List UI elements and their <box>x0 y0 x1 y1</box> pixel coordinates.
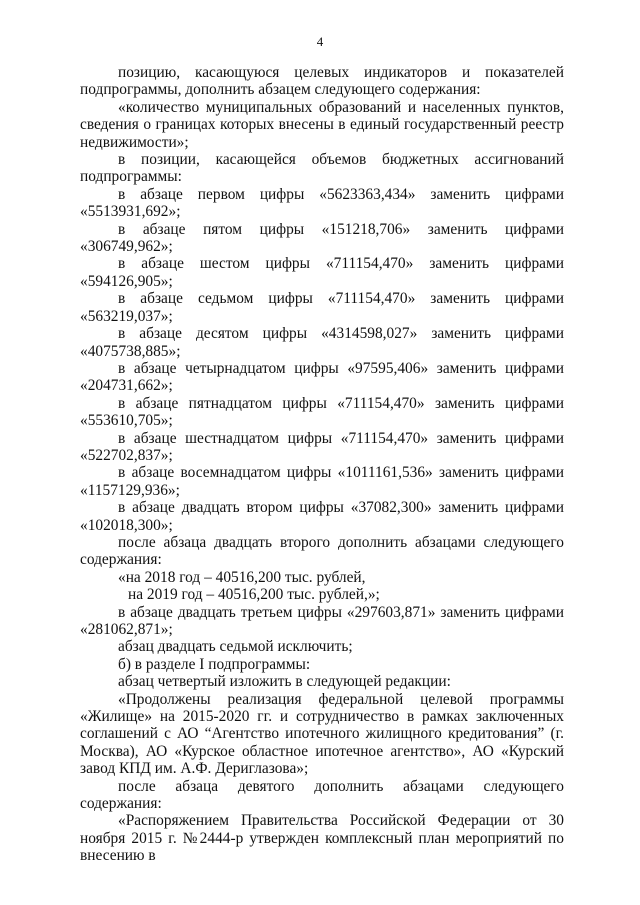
paragraph-amendment-22: в абзаце двадцать втором цифры «37082,300» заменить цифрами «102018,300»; <box>80 499 564 534</box>
paragraph-amendment-5: в абзаце пятом цифры «151218,706» заменить цифрами «306749,962»; <box>80 220 564 256</box>
paragraph-amendment-6: в абзаце шестом цифры «711154,470» заменить цифрами «594126,905»; <box>80 255 564 290</box>
paragraph-amendment-1: в абзаце первом цифры «5623363,434» заменить цифрами «5513931,692»; <box>80 185 564 221</box>
paragraph-year-2018: «на 2018 год – 40516,200 тыс. рублей, <box>118 568 366 586</box>
paragraph-fourth-abzac: абзац четвертый изложить в следующей редакции: <box>118 673 451 691</box>
paragraph-quoted-indicator: «количество муниципальных образований и населенных пунктов, сведения о границах которых внесены в единый государственный реестр недвижимости»; <box>80 98 564 151</box>
paragraph-amendment-16: в абзаце шестнадцатом цифры «711154,470» заменить цифрами «522702,837»; <box>80 429 564 464</box>
paragraph-exclude-27: абзац двадцать седьмой исключить; <box>118 638 353 656</box>
paragraph-amendment-23: в абзаце двадцать третьем цифры «297603,871» заменить цифрами «281062,871»; <box>80 603 564 638</box>
paragraph-year-2019: на 2019 год – 40516,200 тыс. рублей,»; <box>128 586 380 604</box>
paragraph-budget-position: в позиции, касающейся объемов бюджетных ассигнований подпрограммы: <box>80 151 564 186</box>
paragraph-housing-program: «Продолжены реализация федеральной целевой программы «Жилище» на 2015-2020 гг. и сотрудничество в рамках заключенных соглашений с АО “Агентство ипотечного жилищного кредитования” (г. Москва), АО «Курское областное ипотечное агентство», АО «Курский завод КПД им. А.Ф. Дериглазова»; <box>80 690 564 778</box>
paragraph-add-after-22: после абзаца двадцать второго дополнить абзацами следующего содержания: <box>80 533 564 569</box>
paragraph-amendment-18: в абзаце восемнадцатом цифры «1011161,536» заменить цифрами «1157129,936»; <box>80 464 564 499</box>
paragraph-amendment-14: в абзаце четырнадцатом цифры «97595,406» заменить цифрами «204731,662»; <box>80 359 564 395</box>
page-number: 4 <box>316 34 324 49</box>
document-body <box>80 64 564 865</box>
paragraph-indicators-position: позицию, касающуюся целевых индикаторов и показателей подпрограммы, дополнить абзацем следующего содержания: <box>80 64 564 99</box>
paragraph-amendment-15: в абзаце пятнадцатом цифры «711154,470» заменить цифрами «553610,705»; <box>80 394 564 430</box>
paragraph-section-heading: б) в разделе I подпрограммы: <box>118 655 311 673</box>
paragraph-amendment-10: в абзаце десятом цифры «4314598,027» заменить цифрами «4075738,885»; <box>80 325 564 360</box>
paragraph-amendment-7: в абзаце седьмом цифры «711154,470» заменить цифрами «563219,037»; <box>80 290 564 325</box>
paragraph-add-after-9: после абзаца девятого дополнить абзацами следующего содержания: <box>80 777 564 813</box>
paragraph-government-order: «Распоряжением Правительства Российской Федерации от 30 ноября 2015 г. №2444-р утвержден комплексный план мероприятий по внесению в <box>80 812 564 865</box>
